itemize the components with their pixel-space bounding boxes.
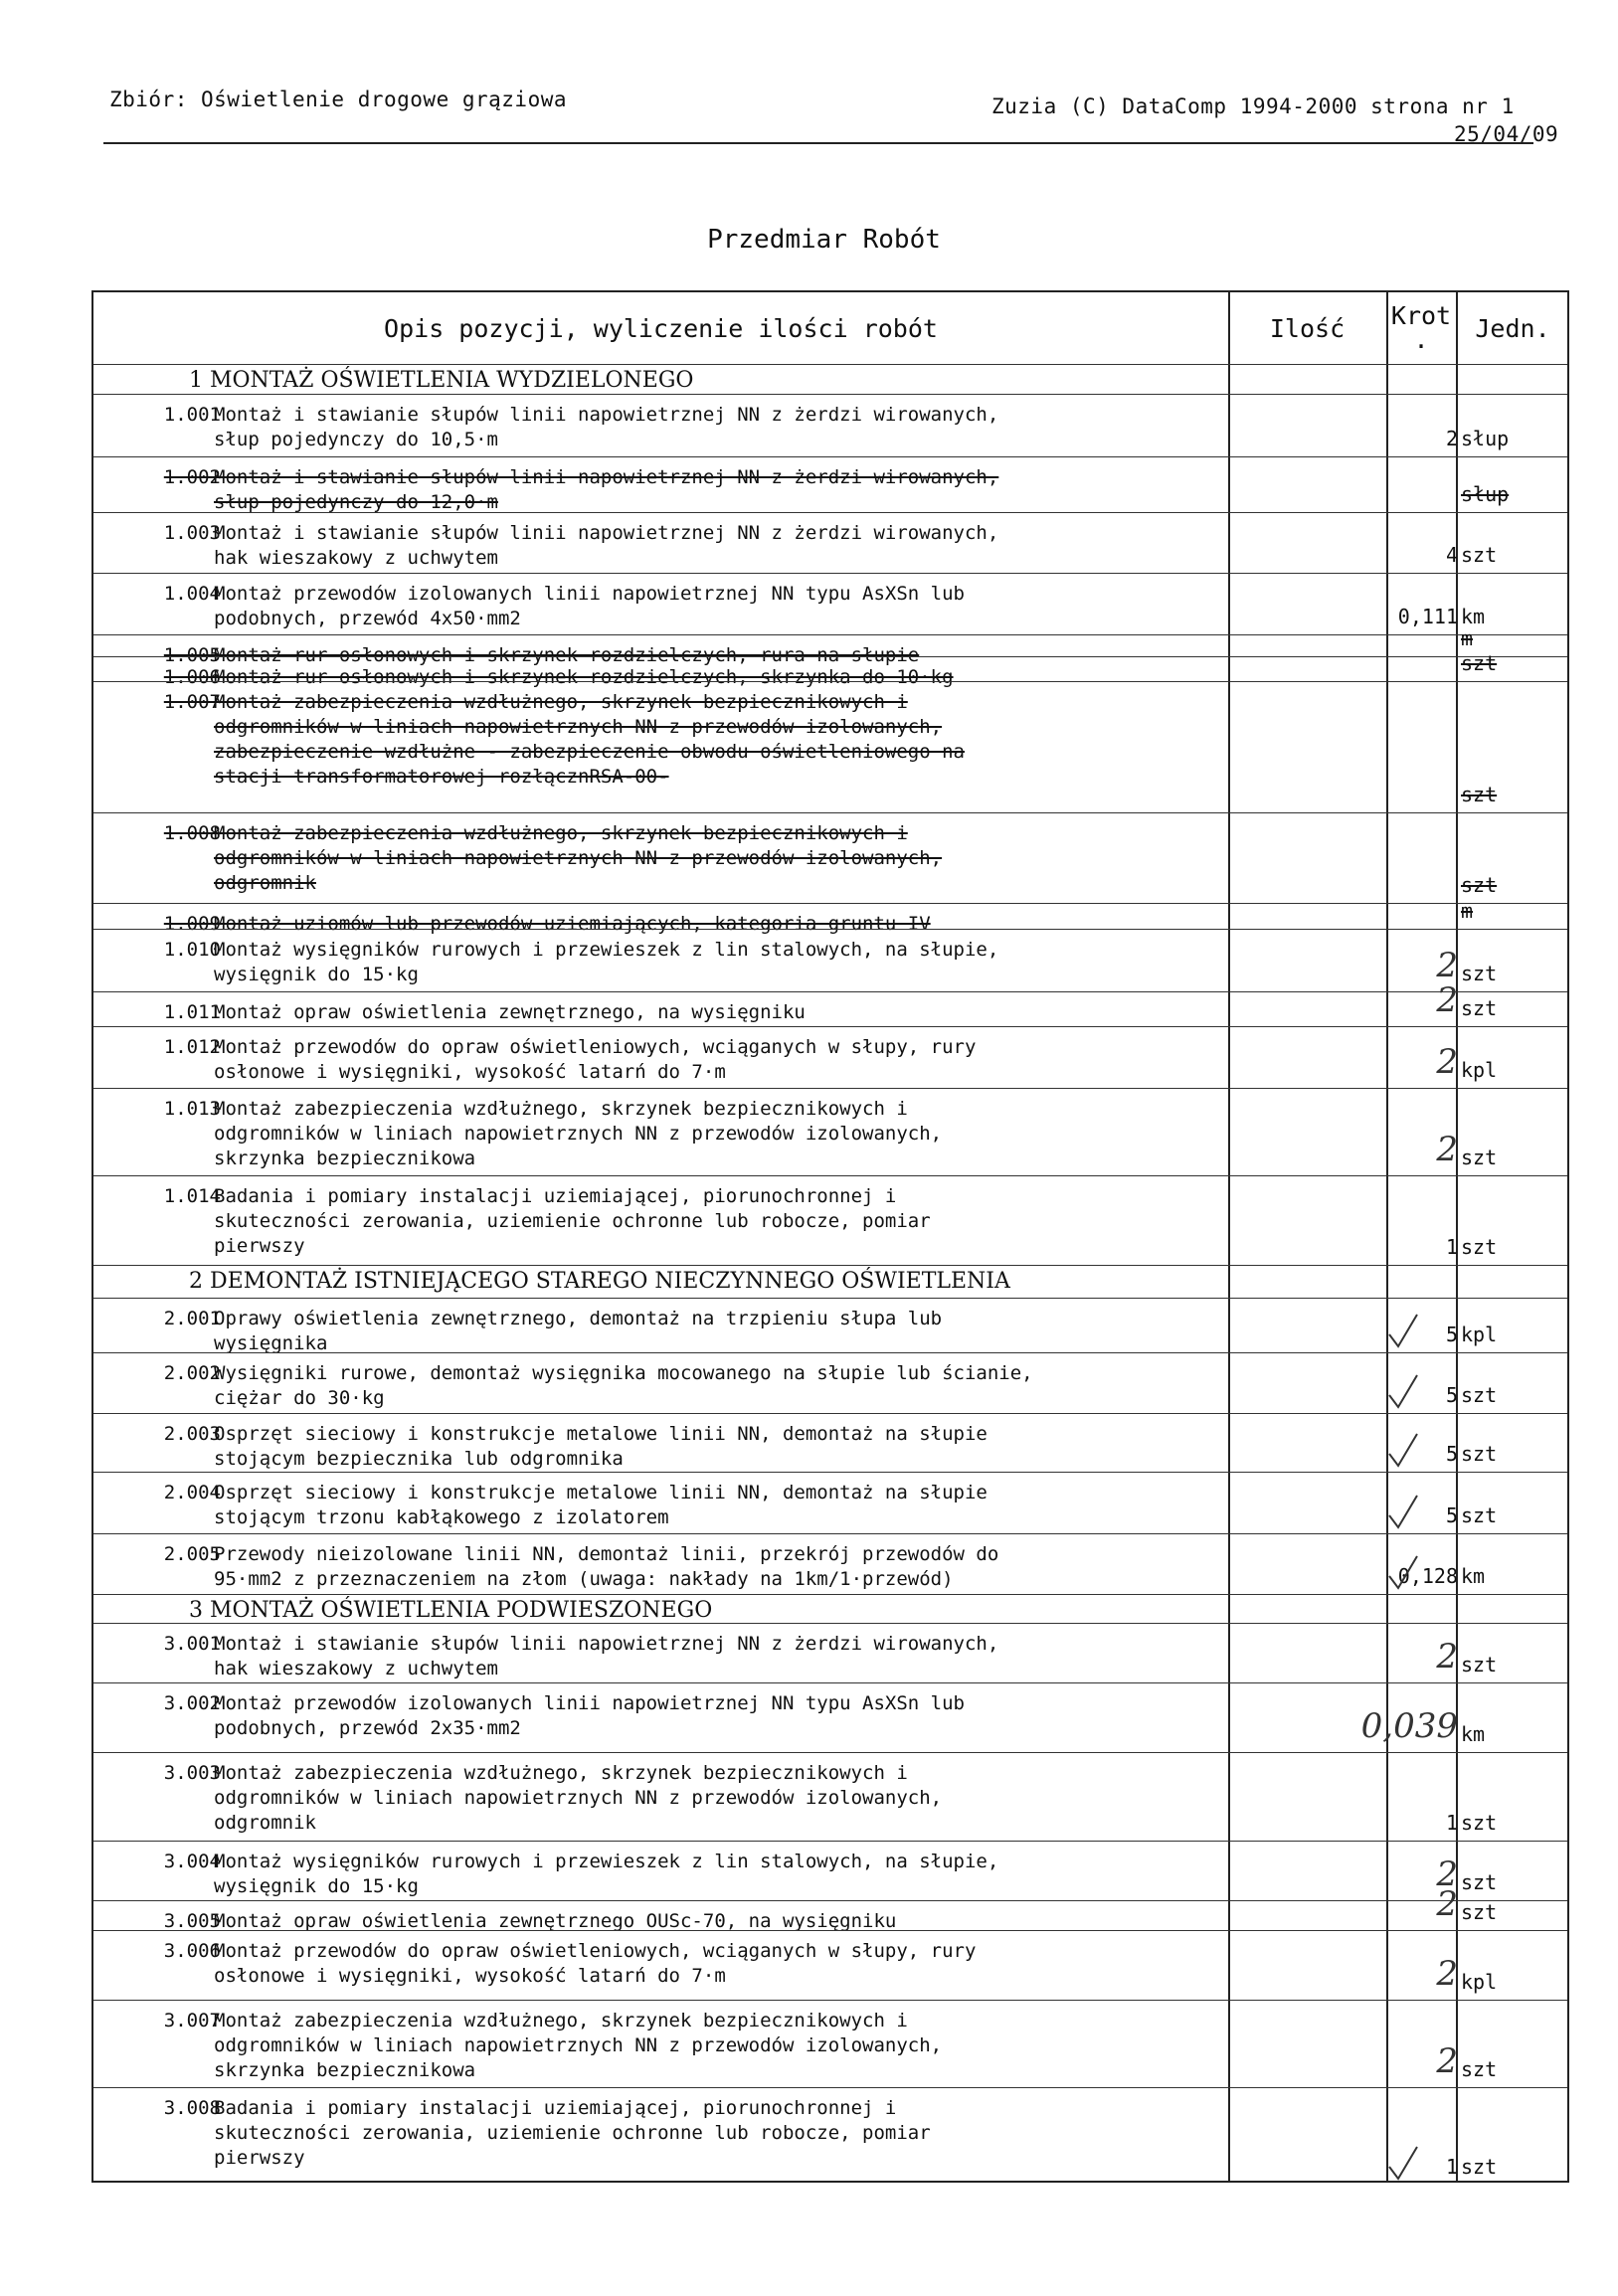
table-row — [93, 573, 1567, 634]
item-unit: szt — [1461, 543, 1498, 567]
table-row-struck — [93, 812, 1567, 903]
item-description: Oprawy oświetlenia zewnętrznego, demontaż na trzpieniu słupa lub wysięgnika — [214, 1308, 943, 1354]
item-description: Montaż zabezpieczenia wzdłużnego, skrzynek bezpiecznikowych i odgromników w liniach napowietrznych NN z przewodów izolowanych, skrzynka bezpiecznikowa — [214, 2010, 943, 2081]
item-description: Montaż opraw oświetlenia zewnętrznego, na wysięgniku — [214, 1001, 806, 1023]
item-unit: szt — [1461, 1900, 1498, 1924]
bill-of-quantities-table — [91, 290, 1569, 2183]
table-row — [93, 2087, 1567, 2185]
item-quantity: 2 — [1436, 2041, 1458, 2081]
item-unit: km — [1461, 605, 1486, 628]
item-code: 1.006 — [163, 666, 221, 688]
item-code: 3.001 — [163, 1633, 221, 1655]
table-row — [93, 1413, 1567, 1472]
table-row-struck — [93, 899, 1567, 935]
item-quantity: 1 — [1445, 1235, 1458, 1259]
item-quantity: 2 — [1436, 1854, 1458, 1894]
item-code: 1.008 — [163, 822, 221, 844]
item-description: Montaż przewodów do opraw oświetleniowych, wciąganych w słupy, rury osłonowe i wysięgniki, wysokość latarń do 7·m — [214, 1036, 977, 1083]
column-header-description: Opis pozycji, wyliczenie ilości robót — [384, 313, 938, 343]
section-title: 2 DEMONTAŻ ISTNIEJĄCEGO STAREGO NIECZYNNEGO OŚWIETLENIA — [189, 1269, 1010, 1294]
item-unit: szt — [1461, 962, 1498, 985]
table-row-struck — [93, 681, 1567, 812]
item-unit: km — [1461, 1564, 1486, 1588]
item-quantity: 2 — [1436, 1637, 1458, 1677]
item-code: 2.002 — [163, 1362, 221, 1384]
item-quantity: 2 — [1445, 427, 1458, 450]
item-unit: kpl — [1461, 1323, 1498, 1346]
item-code: 1.009 — [163, 913, 221, 935]
item-quantity: 0,039 — [1360, 1706, 1458, 1746]
item-unit: szt — [1461, 1146, 1498, 1169]
checkmark-icon — [1383, 1552, 1423, 1592]
table-row — [93, 1026, 1567, 1088]
item-quantity: 2 — [1436, 1130, 1458, 1169]
item-description: Badania i pomiary instalacji uziemiającej, piorunochronnej i skuteczności zerowania, uziemienie ochronne lub robocze, pomiar pierwszy — [214, 1185, 931, 1257]
section-header — [93, 1594, 1567, 1623]
item-unit: km — [1461, 1722, 1486, 1746]
item-code: 1.007 — [163, 691, 221, 713]
table-row — [93, 1298, 1567, 1352]
item-quantity: 4 — [1445, 543, 1458, 567]
item-code: 1.002 — [163, 466, 221, 488]
item-code: 3.004 — [163, 1851, 221, 1872]
document-title: Przedmiar Robót — [707, 225, 941, 255]
item-unit: szt — [1461, 2057, 1498, 2081]
item-unit: słup — [1461, 482, 1510, 506]
item-code: 1.004 — [163, 583, 221, 605]
item-unit: szt — [1461, 783, 1498, 806]
item-code: 3.008 — [163, 2097, 221, 2119]
checkmark-icon — [1383, 1371, 1423, 1411]
item-code: 1.014 — [163, 1185, 221, 1207]
item-code: 2.005 — [163, 1543, 221, 1565]
item-unit: szt — [1461, 2155, 1498, 2179]
print-date: 25/04/09 — [1454, 122, 1559, 146]
item-unit: kpl — [1461, 1058, 1498, 1082]
table-row — [93, 1752, 1567, 1841]
item-description: Montaż i stawianie słupów linii napowietrznej NN z żerdzi wirowanych, hak wieszakowy z uchwytem — [214, 522, 999, 569]
checkmark-icon — [1383, 2143, 1423, 2183]
column-header-unit: Jedn. — [1475, 313, 1550, 343]
table-row — [93, 2000, 1567, 2087]
item-description: Montaż przewodów izolowanych linii napowietrznej NN typu AsXSn lub podobnych, przewód 4x50·mm2 — [214, 583, 965, 629]
table-row — [93, 1472, 1567, 1533]
item-description: Wysięgniki rurowe, demontaż wysięgnika mocowanego na słupie lub ścianie, ciężar do 30·kg — [214, 1362, 1033, 1409]
item-unit: szt — [1461, 873, 1498, 897]
collection-title: Zbiór: Oświetlenie drogowe grąziowa — [109, 88, 568, 111]
item-code: 1.005 — [163, 644, 221, 666]
multiplier-dot: . — [1413, 325, 1429, 354]
item-quantity: 5 — [1445, 1503, 1458, 1527]
item-quantity: 5 — [1445, 1323, 1458, 1346]
item-code: 2.004 — [163, 1482, 221, 1503]
item-code: 1.012 — [163, 1036, 221, 1058]
item-quantity: 1 — [1445, 2155, 1458, 2179]
table-row — [93, 1682, 1567, 1752]
item-quantity: 5 — [1445, 1442, 1458, 1466]
item-description: Osprzęt sieciowy i konstrukcje metalowe linii NN, demontaż na słupie stojącym trzonu kabłąkowego z izolatorem — [214, 1482, 988, 1528]
item-code: 1.013 — [163, 1098, 221, 1120]
item-code: 3.006 — [163, 1940, 221, 1962]
column-header-multiplier — [1386, 292, 1456, 364]
table-row — [93, 394, 1567, 456]
item-description: Montaż wysięgników rurowych i przewieszek z lin stalowych, na słupie, wysięgnik do 15·kg — [214, 1851, 999, 1897]
item-code: 3.002 — [163, 1692, 221, 1714]
item-unit: szt — [1461, 1442, 1498, 1466]
section-title: 1 MONTAŻ OŚWIETLENIA WYDZIELONEGO — [189, 368, 694, 393]
table-row — [93, 980, 1567, 1026]
table-row-struck — [93, 456, 1567, 512]
table-row — [93, 1088, 1567, 1175]
item-description: Montaż przewodów do opraw oświetleniowych, wciąganych w słupy, rury osłonowe i wysięgniki, wysokość latarń do 7·m — [214, 1940, 977, 1987]
section-header — [93, 1265, 1567, 1298]
item-unit: słup — [1461, 427, 1510, 450]
item-description: Montaż rur osłonowych i skrzynek rozdzielczych, rura na słupie — [214, 644, 920, 666]
copyright-page-number: Zuzia (C) DataComp 1994-2000 strona nr 1 — [991, 94, 1515, 118]
item-description: Montaż zabezpieczenia wzdłużnego, skrzynek bezpiecznikowych i odgromników w liniach napowietrznych NN z przewodów izolowanych, odgromnik — [214, 1762, 943, 1834]
item-description: Montaż rur osłonowych i skrzynek rozdzielczych, skrzynka do 10·kg — [214, 666, 954, 688]
item-code: 2.003 — [163, 1423, 221, 1445]
item-unit: szt — [1461, 1235, 1498, 1259]
item-code: 3.007 — [163, 2010, 221, 2031]
item-quantity: 2 — [1436, 1884, 1458, 1924]
section-title: 3 MONTAŻ OŚWIETLENIA PODWIESZONEGO — [189, 1598, 713, 1623]
item-description: Montaż przewodów izolowanych linii napowietrznej NN typu AsXSn lub podobnych, przewód 2x35·mm2 — [214, 1692, 965, 1739]
item-code: 2.001 — [163, 1308, 221, 1329]
checkmark-icon — [1383, 1311, 1423, 1350]
item-description: Montaż zabezpieczenia wzdłużnego, skrzynek bezpiecznikowych i odgromników w liniach napowietrznych NN z przewodów izolowanych, odgromnik — [214, 822, 943, 894]
item-description: Montaż opraw oświetlenia zewnętrznego OUSc-70, na wysięgniku — [214, 1910, 897, 1932]
table-row — [93, 1352, 1567, 1413]
item-description: Przewody nieizolowane linii NN, demontaż linii, przekrój przewodów do 95·mm2 z przeznaczeniem na złom (uwaga: nakłady na 1km/1·przewód) — [214, 1543, 999, 1590]
item-quantity: 2 — [1436, 1042, 1458, 1082]
item-quantity: 1 — [1445, 1811, 1458, 1835]
item-description: Montaż wysięgników rurowych i przewieszek z lin stalowych, na słupie, wysięgnik do 15·kg — [214, 939, 999, 985]
item-unit: m — [1461, 626, 1474, 650]
item-description: Montaż uziomów lub przewodów uziemiających, kategoria gruntu IV — [214, 913, 931, 935]
item-description: Badania i pomiary instalacji uziemiającej, piorunochronnej i skuteczności zerowania, uziemienie ochronne lub robocze, pomiar pierwszy — [214, 2097, 931, 2169]
table-row — [93, 1930, 1567, 2000]
item-unit: szt — [1461, 1870, 1498, 1894]
item-quantity: 5 — [1445, 1383, 1458, 1407]
item-quantity: 0,111 — [1397, 605, 1458, 628]
table-row — [93, 1623, 1567, 1682]
item-description: Montaż zabezpieczenia wzdłużnego, skrzynek bezpiecznikowych i odgromników w liniach napowietrznych NN z przewodów izolowanych, zabezpieczenie wzdłużne - zabezpieczenie obwodu oświetleniowego na stacji transformatorowej rozłącznRSA-00- — [214, 691, 965, 788]
multiplier-label: Krot — [1390, 301, 1452, 330]
item-unit: szt — [1461, 1811, 1498, 1835]
table-row — [93, 512, 1567, 573]
item-description: Montaż i stawianie słupów linii napowietrznej NN z żerdzi wirowanych, hak wieszakowy z uchwytem — [214, 1633, 999, 1679]
item-description: Montaż i stawianie słupów linii napowietrznej NN z żerdzi wirowanych, słup pojedynczy do 12,0·m — [214, 466, 999, 513]
item-code: 1.010 — [163, 939, 221, 961]
item-unit: szt — [1461, 996, 1498, 1020]
section-header — [93, 364, 1567, 394]
item-unit: kpl — [1461, 1970, 1498, 1994]
item-code: 3.005 — [163, 1910, 221, 1932]
table-row — [93, 1533, 1567, 1594]
table-row — [93, 1175, 1567, 1265]
item-unit: m — [1461, 899, 1474, 923]
item-unit: szt — [1461, 651, 1498, 675]
item-description: Osprzęt sieciowy i konstrukcje metalowe linii NN, demontaż na słupie stojącym bezpiecznika lub odgromnika — [214, 1423, 988, 1470]
item-description: Montaż zabezpieczenia wzdłużnego, skrzynek bezpiecznikowych i odgromników w liniach napowietrznych NN z przewodów izolowanych, skrzynka bezpiecznikowa — [214, 1098, 943, 1169]
item-code: 1.001 — [163, 404, 221, 426]
item-code: 1.003 — [163, 522, 221, 544]
item-quantity: 2 — [1436, 1954, 1458, 1994]
item-unit: szt — [1461, 1383, 1498, 1407]
table-row — [93, 1884, 1567, 1932]
item-description: Montaż i stawianie słupów linii napowietrznej NN z żerdzi wirowanych, słup pojedynczy do 10,5·m — [214, 404, 999, 450]
item-unit: szt — [1461, 1653, 1498, 1677]
checkmark-icon — [1383, 1430, 1423, 1470]
column-header-quantity: Ilość — [1269, 313, 1346, 343]
item-code: 1.011 — [163, 1001, 221, 1023]
checkmark-icon — [1383, 1492, 1423, 1531]
item-code: 3.003 — [163, 1762, 221, 1784]
header-rule — [103, 142, 1533, 144]
item-unit: szt — [1461, 1503, 1498, 1527]
item-quantity: 0,128 — [1397, 1564, 1458, 1588]
item-quantity: 2 — [1436, 946, 1458, 985]
item-quantity: 2 — [1436, 980, 1458, 1020]
